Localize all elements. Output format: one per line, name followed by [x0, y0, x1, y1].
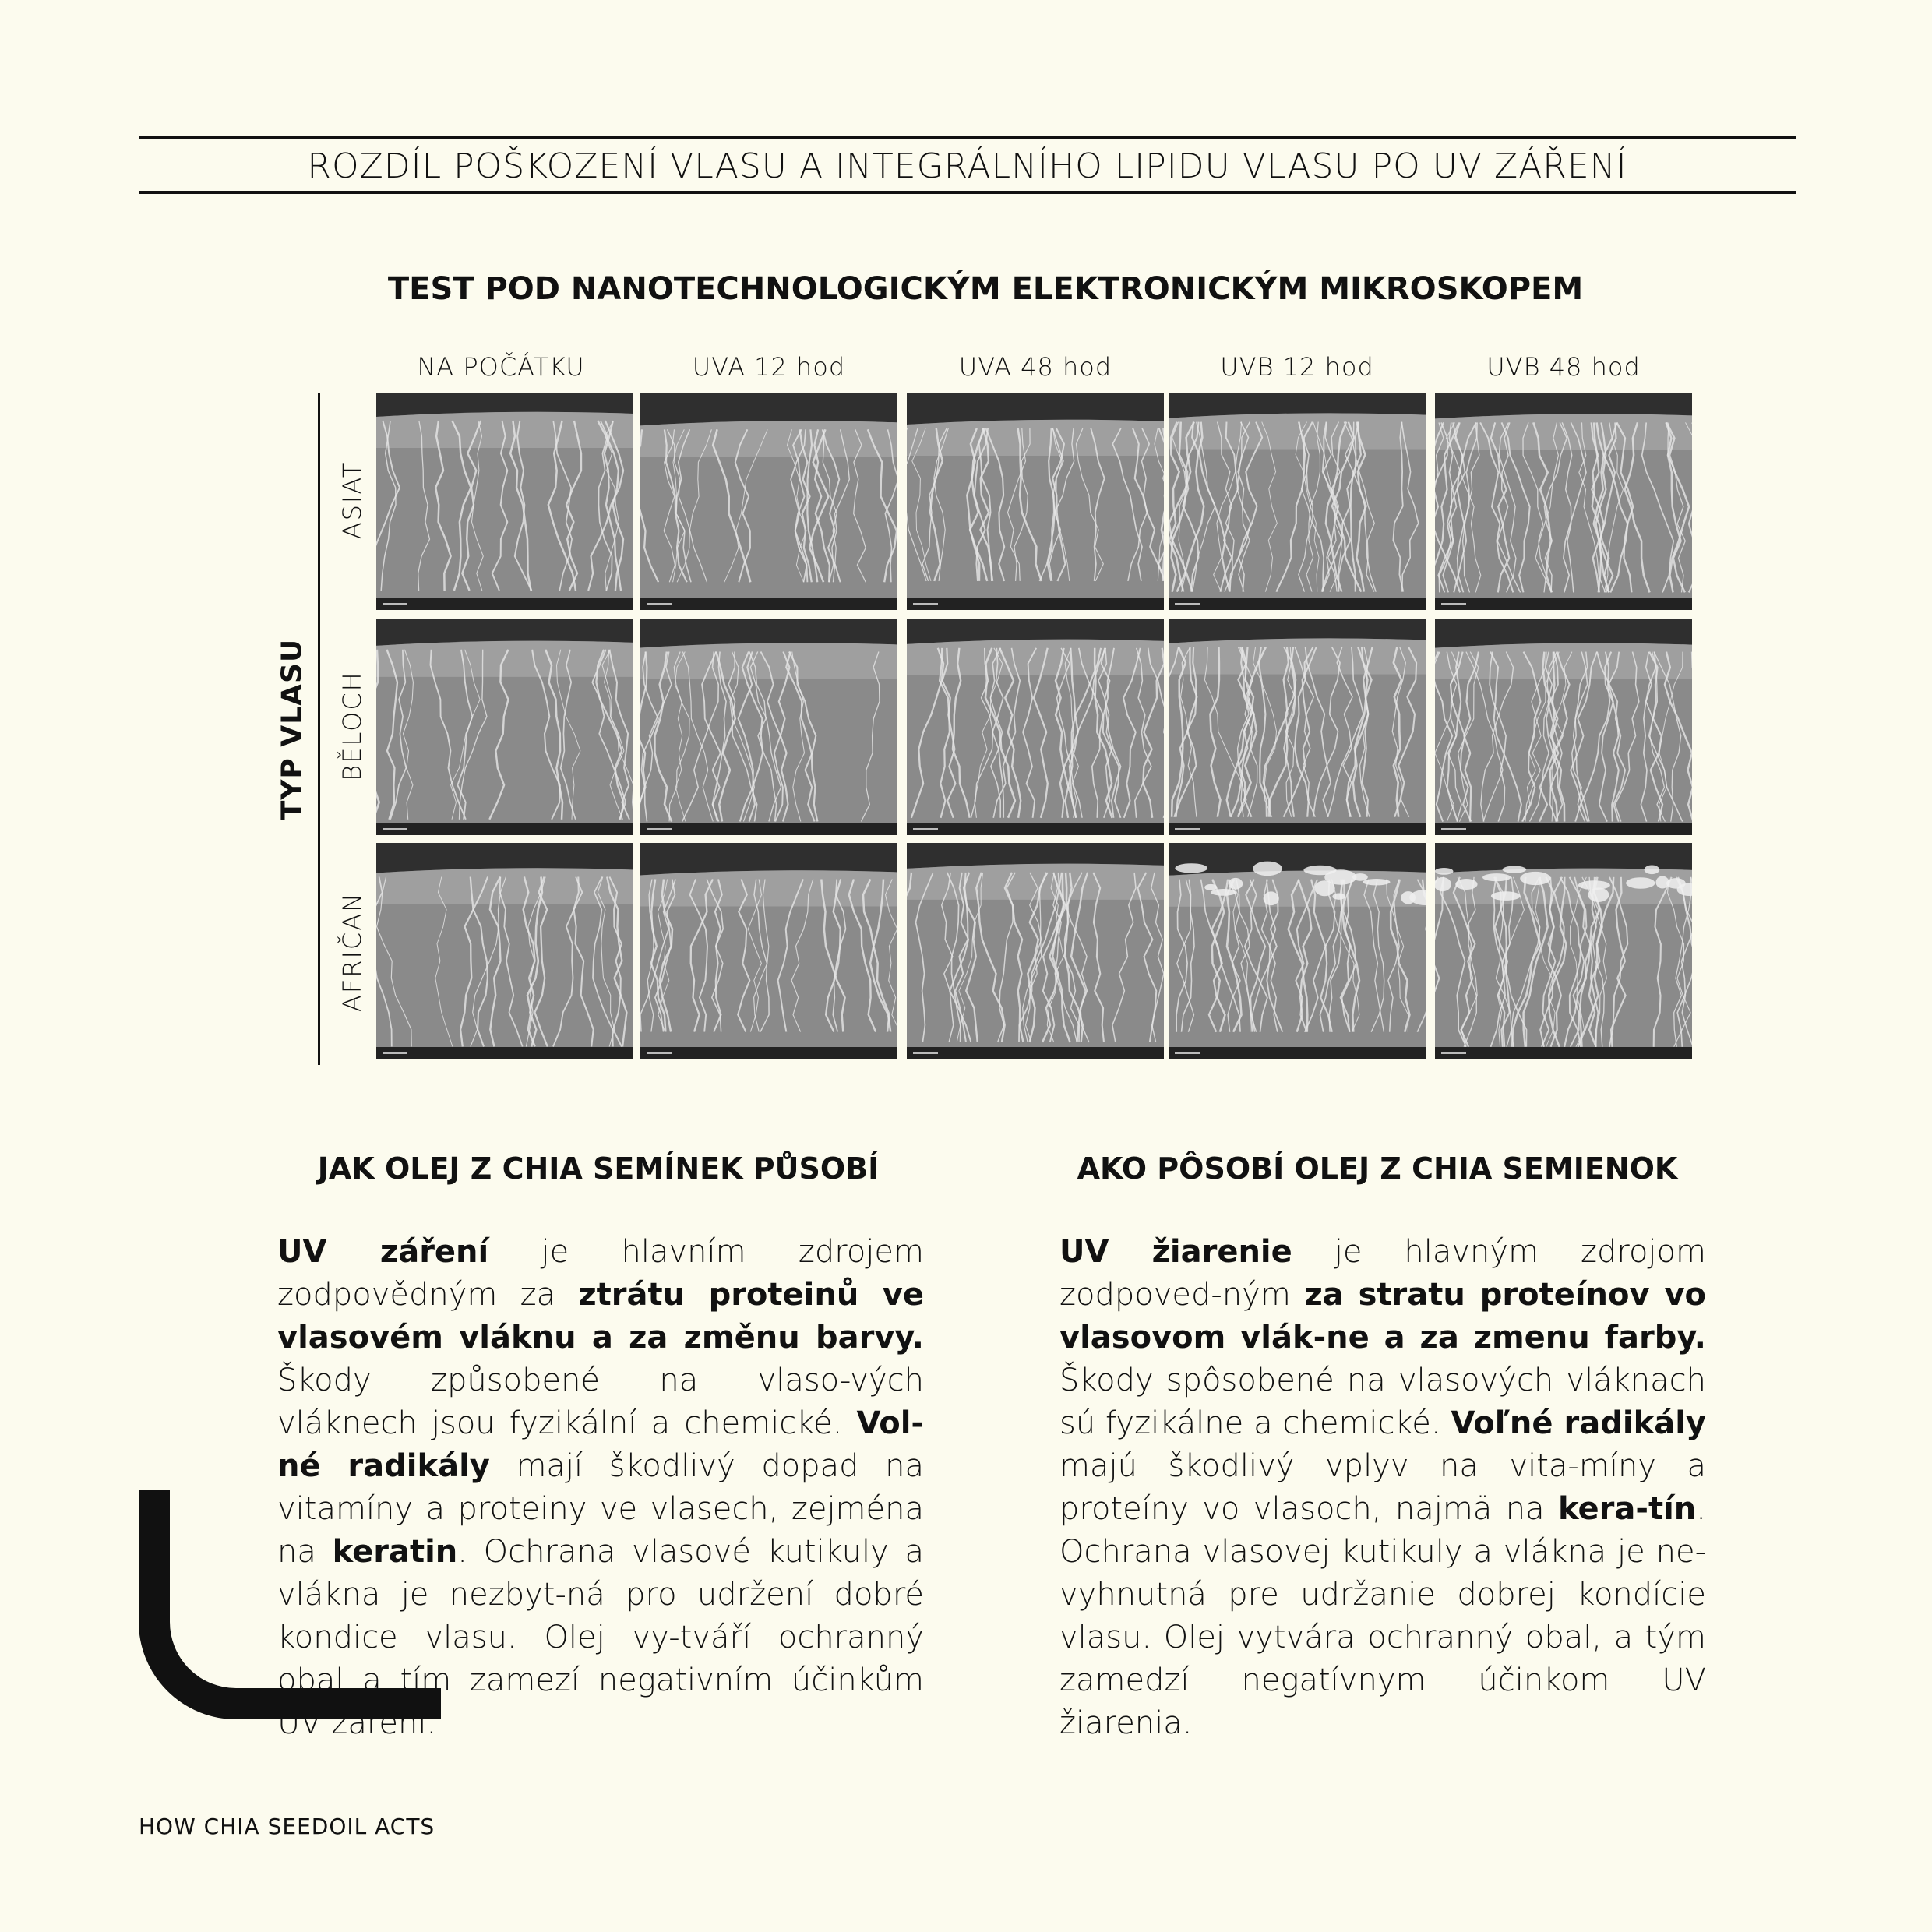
microscope-image — [907, 393, 1164, 610]
column-label-uva-48: UVA 48 hod — [958, 352, 1112, 382]
column-label-uvb-48: UVB 48 hod — [1486, 352, 1641, 382]
text-run-5: majú škodlivý vplyv na vita-míny a proteíny vo vlasoch, najmä na — [1059, 1448, 1706, 1527]
row-label-beloch: BĚLOCH — [337, 671, 367, 781]
text-run-7: . Ochrana vlasovej kutikuly a vlákna je ne-vyhnutná pre udržanie dobrej kondície vlasu. Olej vytvára ochranný obal, a tým zamedzí negatívnym účinkom UV žiarenia. — [1059, 1491, 1706, 1741]
text-run-1: je hlavním zdrojem zodpovědným za — [277, 1234, 924, 1313]
bold-run-2: ztrátu proteinů ve vlasovém vláknu a za změnu barvy. — [277, 1277, 924, 1356]
microscope-image — [640, 393, 897, 610]
microscope-image — [1435, 843, 1692, 1059]
row-axis-line — [318, 393, 320, 1065]
bold-run-6: keratin — [332, 1534, 458, 1570]
microscope-image — [376, 619, 633, 835]
footer-caption: HOW CHIA SEEDOIL ACTS — [139, 1814, 435, 1839]
bold-run-6: kera-tín — [1557, 1491, 1697, 1527]
bold-run-0: UV žiarenie — [1059, 1234, 1292, 1270]
microscope-image — [640, 619, 897, 835]
header-rule-top — [139, 136, 1796, 139]
text-run-1: je hlavným zdrojom zodpoved-ným — [1059, 1234, 1706, 1313]
bold-run-4: Voľné radikály — [1451, 1405, 1707, 1441]
microscope-image — [1169, 393, 1426, 610]
row-axis-label: TYP VLASU — [276, 638, 308, 820]
column-label-uvb-12: UVB 12 hod — [1220, 352, 1374, 382]
bold-run-2: za stratu proteínov vo vlasovom vlák-ne a za zmenu farby. — [1059, 1277, 1707, 1356]
page-title: ROZDÍL POŠKOZENÍ VLASU A INTEGRÁLNÍHO LIPIDU VLASU PO UV ZÁŘENÍ — [307, 146, 1627, 186]
column-label-uva-12: UVA 12 hod — [692, 352, 846, 382]
microscope-image — [907, 619, 1164, 835]
microscope-image — [1435, 393, 1692, 610]
text-run-7: . Ochrana vlasové kutikuly a vlákna je nezbyt-ná pro udržení dobré kondice vlasu. Olej vy-tváří ochranný obal a tím zamezí negativním účinkům UV záření. — [277, 1534, 925, 1741]
microscope-image — [376, 843, 633, 1059]
corner-bracket-graphic — [139, 1490, 441, 1728]
microscope-image — [1435, 619, 1692, 835]
microscope-image — [640, 843, 897, 1059]
text-run-5: mají škodlivý dopad na vitamíny a proteiny ve vlasech, zejména na — [277, 1448, 924, 1570]
row-label-asiat: ASIAT — [337, 460, 367, 540]
microscope-image — [376, 393, 633, 610]
row-label-african: AFRIČAN — [337, 891, 367, 1013]
slovak-section-title: AKO PÔSOBÍ OLEJ Z CHIA SEMIENOK — [1077, 1151, 1678, 1186]
microscope-image — [1169, 619, 1426, 835]
bold-run-4: Vol-né radikály — [277, 1405, 924, 1484]
microscope-image — [1169, 843, 1426, 1059]
text-run-3: Škody způsobené na vlaso-vých vláknech jsou fyzikální a chemické. — [277, 1363, 924, 1441]
microscope-image — [907, 843, 1164, 1059]
slovak-section-body — [1059, 1231, 1706, 1745]
microscope-test-title: TEST POD NANOTECHNOLOGICKÝM ELEKTRONICKÝM MIKROSKOPEM — [387, 271, 1584, 307]
text-run-3: Škody spôsobené na vlasových vláknach sú fyzikálne a chemické. — [1059, 1363, 1706, 1441]
czech-section-title: JAK OLEJ Z CHIA SEMÍNEK PŮSOBÍ — [317, 1151, 880, 1186]
bold-run-0: UV záření — [277, 1234, 489, 1270]
column-label-na-pocatku: NA POČÁTKU — [417, 352, 585, 382]
header-rule-bottom — [139, 191, 1796, 194]
